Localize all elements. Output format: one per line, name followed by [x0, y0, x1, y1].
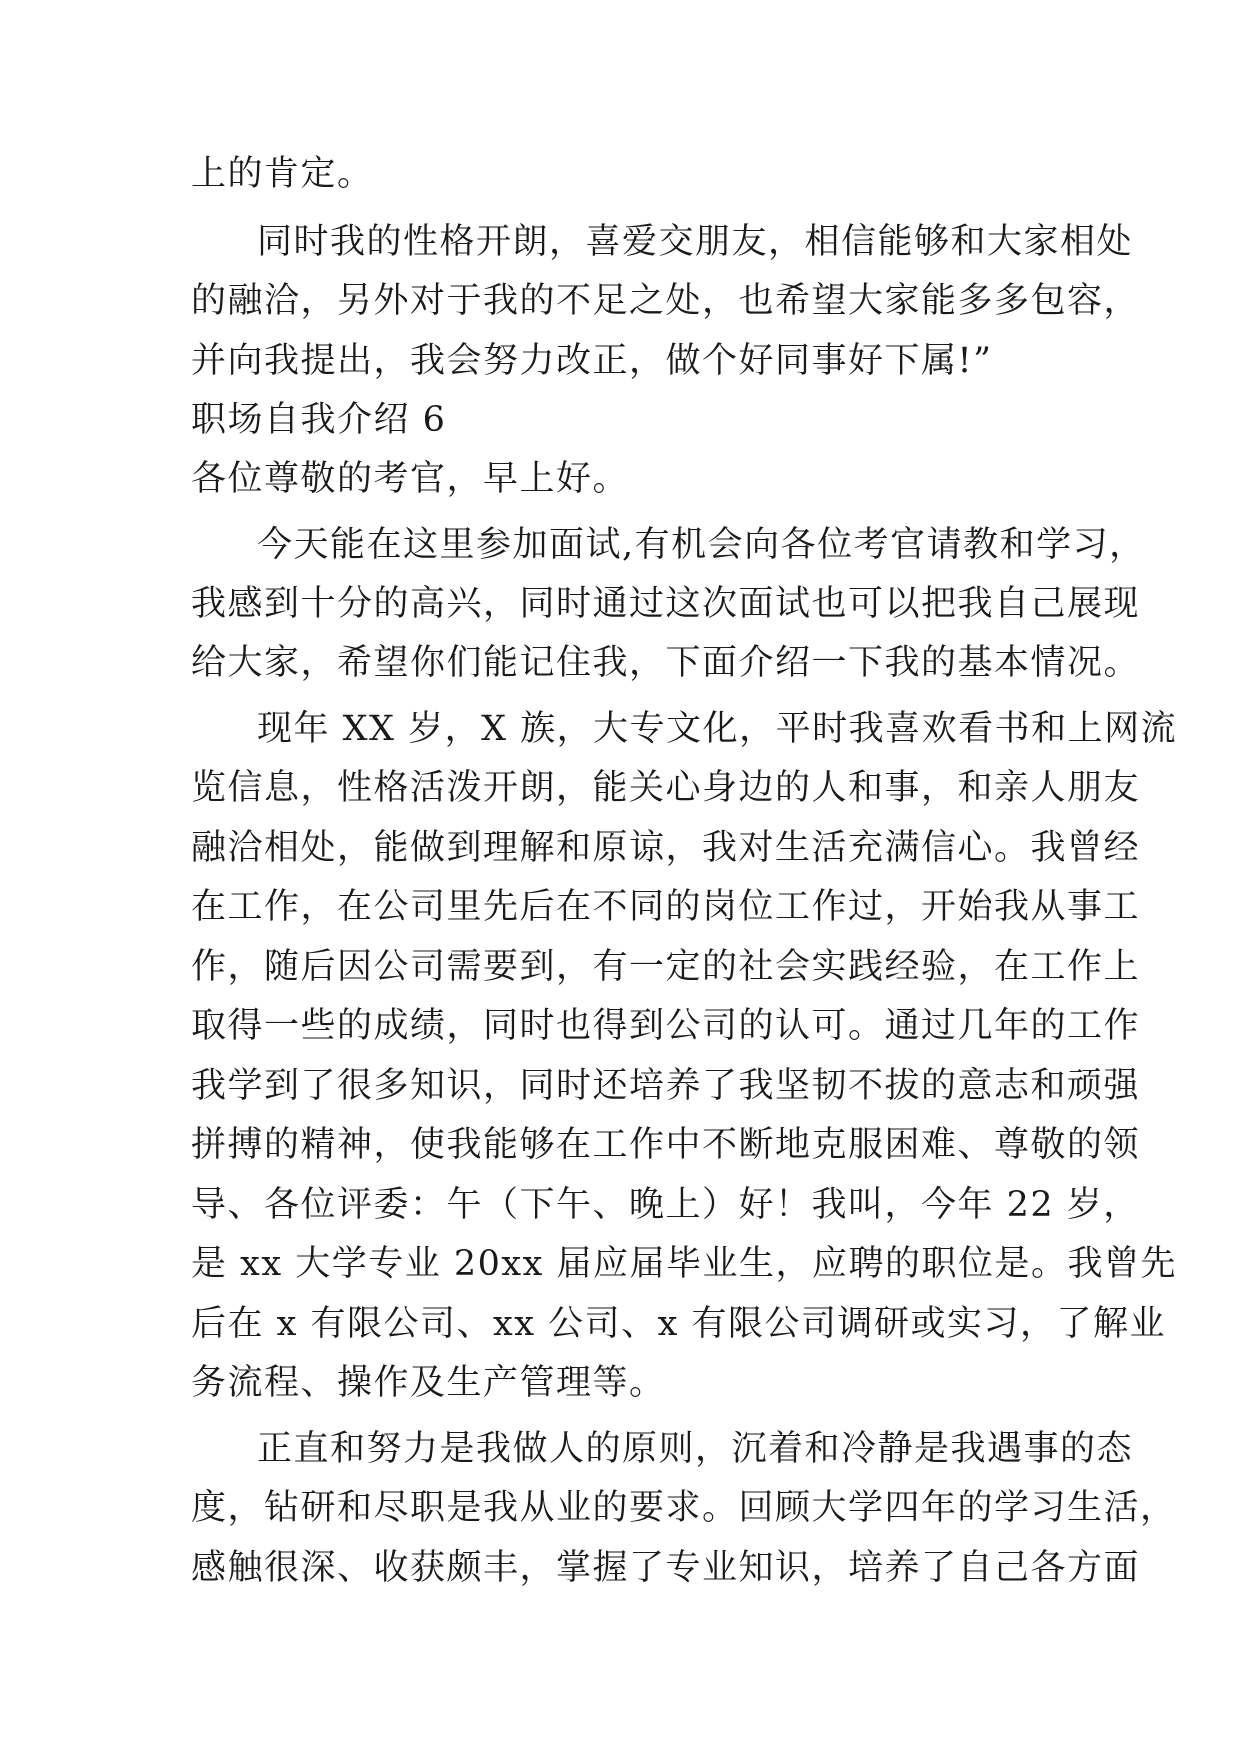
text-line: 今天能在这里参加面试,有机会向各位考官请教和学习，: [257, 525, 1146, 565]
text-line: 感触很深、收获颇丰，掌握了专业知识，培养了自己各方面: [191, 1548, 1141, 1588]
text-line: 融洽相处，能做到理解和原谅，我对生活充满信心。我曾经: [191, 828, 1141, 868]
text-line: 上的肯定。: [191, 154, 374, 194]
text-line: 是 xx 大学专业 20xx 届应届毕业生，应聘的职位是。我曾先: [191, 1244, 1177, 1284]
text-line: 的融洽，另外对于我的不足之处，也希望大家能多多包容，: [191, 281, 1141, 321]
text-line: 各位尊敬的考官，早上好。: [191, 459, 630, 499]
text-line: 给大家，希望你们能记住我，下面介绍一下我的基本情况。: [191, 643, 1141, 683]
text-line: 览信息，性格活泼开朗，能关心身边的人和事，和亲人朋友: [191, 768, 1141, 808]
text-line: 现年 XX 岁，X 族，大专文化，平时我喜欢看书和上网流: [257, 709, 1178, 749]
text-line: 务流程、操作及生产管理等。: [191, 1363, 666, 1403]
section-heading: 职场自我介绍 6: [191, 400, 447, 440]
text-line: 在工作，在公司里先后在不同的岗位工作过，开始我从事工: [191, 887, 1141, 927]
text-line: 拼搏的精神，使我能够在工作中不断地克服困难、尊敬的领: [191, 1125, 1141, 1165]
text-line: 导、各位评委：午（下午、晚上）好！我叫，今年 22 岁，: [191, 1185, 1140, 1225]
text-line: 我学到了很多知识，同时还培养了我坚韧不拔的意志和顽强: [191, 1066, 1141, 1106]
text-line: 度，钻研和尽职是我从业的要求。回顾大学四年的学习生活，: [191, 1488, 1177, 1528]
text-line: 正直和努力是我做人的原则，沉着和冷静是我遇事的态: [257, 1429, 1134, 1469]
text-line: 我感到十分的高兴，同时通过这次面试也可以把我自己展现: [191, 584, 1141, 624]
text-line: 并向我提出，我会努力改正，做个好同事好下属!”: [191, 341, 993, 381]
text-line: 后在 x 有限公司、xx 公司、x 有限公司调研或实习，了解业: [191, 1304, 1166, 1344]
text-line: 取得一些的成绩，同时也得到公司的认可。通过几年的工作: [191, 1006, 1141, 1046]
text-line: 同时我的性格开朗，喜爱交朋友，相信能够和大家相处: [257, 222, 1134, 262]
text-line: 作，随后因公司需要到，有一定的社会实践经验，在工作上: [191, 947, 1141, 987]
